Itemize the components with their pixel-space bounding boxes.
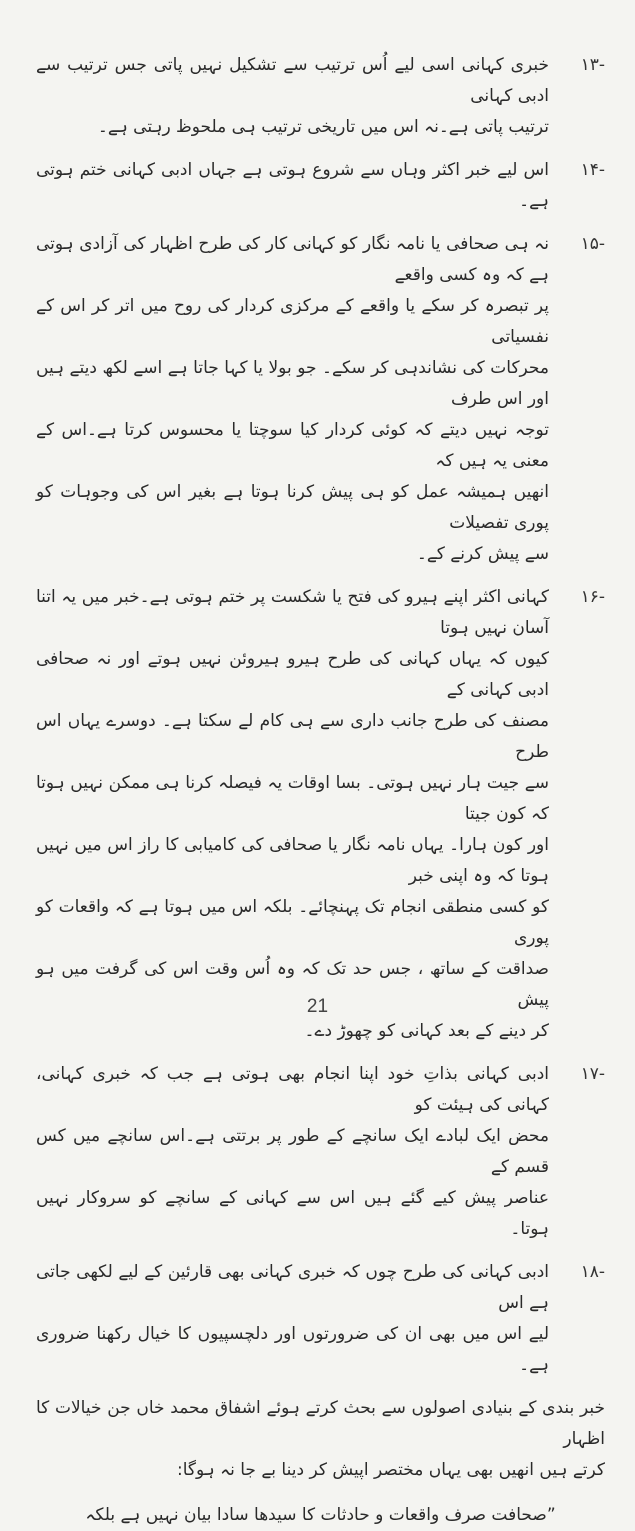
- item-line: کہانی اکثر اپنے ہیرو کی فتح یا شکست پر ختم ہوتی ہے۔خبر میں یہ اتنا آسان نہیں ہوتا: [36, 587, 549, 638]
- item-line: مصنف کی طرح جانب داری سے ہی کام لے سکتا ہے۔ دوسرے یہاں اس طرح: [36, 711, 549, 762]
- numbered-items: [36, 50, 605, 1381]
- numbered-item: [36, 1257, 605, 1381]
- numbered-item: [36, 229, 605, 570]
- item-line: نہ ہی صحافی یا نامہ نگار کو کہانی کار کی طرح اظہار کی آزادی ہوتی ہے کہ وہ کسی واقعے: [36, 234, 549, 285]
- item-number: -۱۴: [580, 160, 605, 180]
- item-number: -۱۶: [580, 587, 605, 607]
- item-line: محض ایک لبادے ایک سانچے کے طور پر برتتی ہے۔اس سانچے میں کس قسم کے: [36, 1126, 549, 1177]
- paragraph-line: کرتے ہیں انھیں بھی یہاں مختصر اپیش کر دینا بے جا نہ ہوگا:: [177, 1460, 605, 1480]
- item-number: -۱۵: [580, 234, 605, 254]
- item-line: لیے اس میں بھی ان کی ضرورتوں اور دلچسپیوں کا خیال رکھنا ضروری ہے۔: [36, 1324, 549, 1375]
- item-number: -۱۸: [580, 1262, 605, 1282]
- numbered-item: [36, 582, 605, 1047]
- item-line: ادبی کہانی بذاتِ خود اپنا انجام بھی ہوتی ہے جب کہ خبری کہانی، کہانی کی ہیئت کو: [36, 1064, 549, 1115]
- item-line: انھیں ہمیشہ عمل کو ہی پیش کرنا ہوتا ہے بغیر اس کی وجوہات کو پوری تفصیلات: [36, 482, 549, 533]
- item-line: سے پیش کرنے کے۔: [416, 544, 549, 564]
- quotation: ”صحافت صرف واقعات و حادثات کا سیدھا سادا بیان نہیں ہے بلکہ: [85, 1505, 556, 1525]
- item-text: [36, 1059, 549, 1245]
- numbered-item: [36, 50, 605, 143]
- item-line: پر تبصرہ کر سکے یا واقعے کے مرکزی کردار کی روح میں اتر کر اس کے نفسیاتی: [36, 296, 549, 347]
- item-line: اور کون ہارا۔ یہاں نامہ نگار یا صحافی کی کامیابی کا راز اس میں نہیں ہوتا کہ وہ اپنی خبر: [36, 835, 549, 886]
- item-number: -۱۳: [580, 55, 605, 75]
- item-line: محرکات کی نشاندہی کر سکے۔ جو بولا یا کہا جاتا ہے اسے لکھ دیتے ہیں اور اس طرف: [36, 358, 549, 409]
- item-line: توجہ نہیں دیتے کہ کوئی کردار کیا سوچتا یا محسوس کرتا ہے۔اس کے معنی یہ ہیں کہ: [36, 420, 549, 471]
- item-line: کیوں کہ یہاں کہانی کی طرح ہیرو ہیروئن نہیں ہوتے اور نہ صحافی ادبی کہانی کے: [36, 649, 549, 700]
- item-line: اس لیے خبر اکثر وہاں سے شروع ہوتی ہے جہاں ادبی کہانی ختم ہوتی ہے۔: [36, 160, 549, 211]
- item-line: کر دینے کے بعد کہانی کو چھوڑ دے۔: [304, 1021, 549, 1041]
- item-text: [36, 582, 549, 1047]
- item-line: خبری کہانی اسی لیے اُس ترتیب سے تشکیل نہیں پاتی جس ترتیب سے ادبی کہانی: [36, 55, 549, 106]
- numbered-item: [36, 155, 605, 217]
- item-line: صداقت کے ساتھ ، جس حد تک کہ وہ اُس وقت اس کی گرفت میں ہو پیش: [36, 959, 549, 1010]
- item-number: -۱۷: [580, 1064, 605, 1084]
- item-line: عناصر پیش کیے گئے ہیں اس سے کہانی کے سانچے کو سروکار نہیں ہوتا۔: [36, 1188, 549, 1239]
- item-line: ادبی کہانی کی طرح چوں کہ خبری کہانی بھی قارئین کے لیے لکھی جاتی ہے اس: [36, 1262, 549, 1313]
- item-text: [36, 229, 549, 570]
- item-text: [36, 50, 549, 143]
- item-text: [36, 1257, 549, 1381]
- item-text: [36, 155, 549, 217]
- item-line: ترتیب پاتی ہے۔نہ اس میں تاریخی ترتیب ہی ملحوظ رہتی ہے۔: [97, 117, 549, 137]
- item-line: کو کسی منطقی انجام تک پہنچائے۔ بلکہ اس میں ہوتا ہے کہ واقعات کو پوری: [36, 897, 549, 948]
- item-line: سے جیت ہار نہیں ہوتی۔ بسا اوقات یہ فیصلہ کرنا ہی ممکن نہیں ہوتا کہ کون جیتا: [36, 773, 549, 824]
- body-paragraph: [36, 1393, 605, 1486]
- numbered-item: [36, 1059, 605, 1245]
- page-number: 21: [306, 996, 329, 1017]
- paragraph-line: خبر بندی کے بنیادی اصولوں سے بحث کرتے ہوئے اشفاق محمد خاں جن خیالات کا اظہار: [36, 1398, 605, 1449]
